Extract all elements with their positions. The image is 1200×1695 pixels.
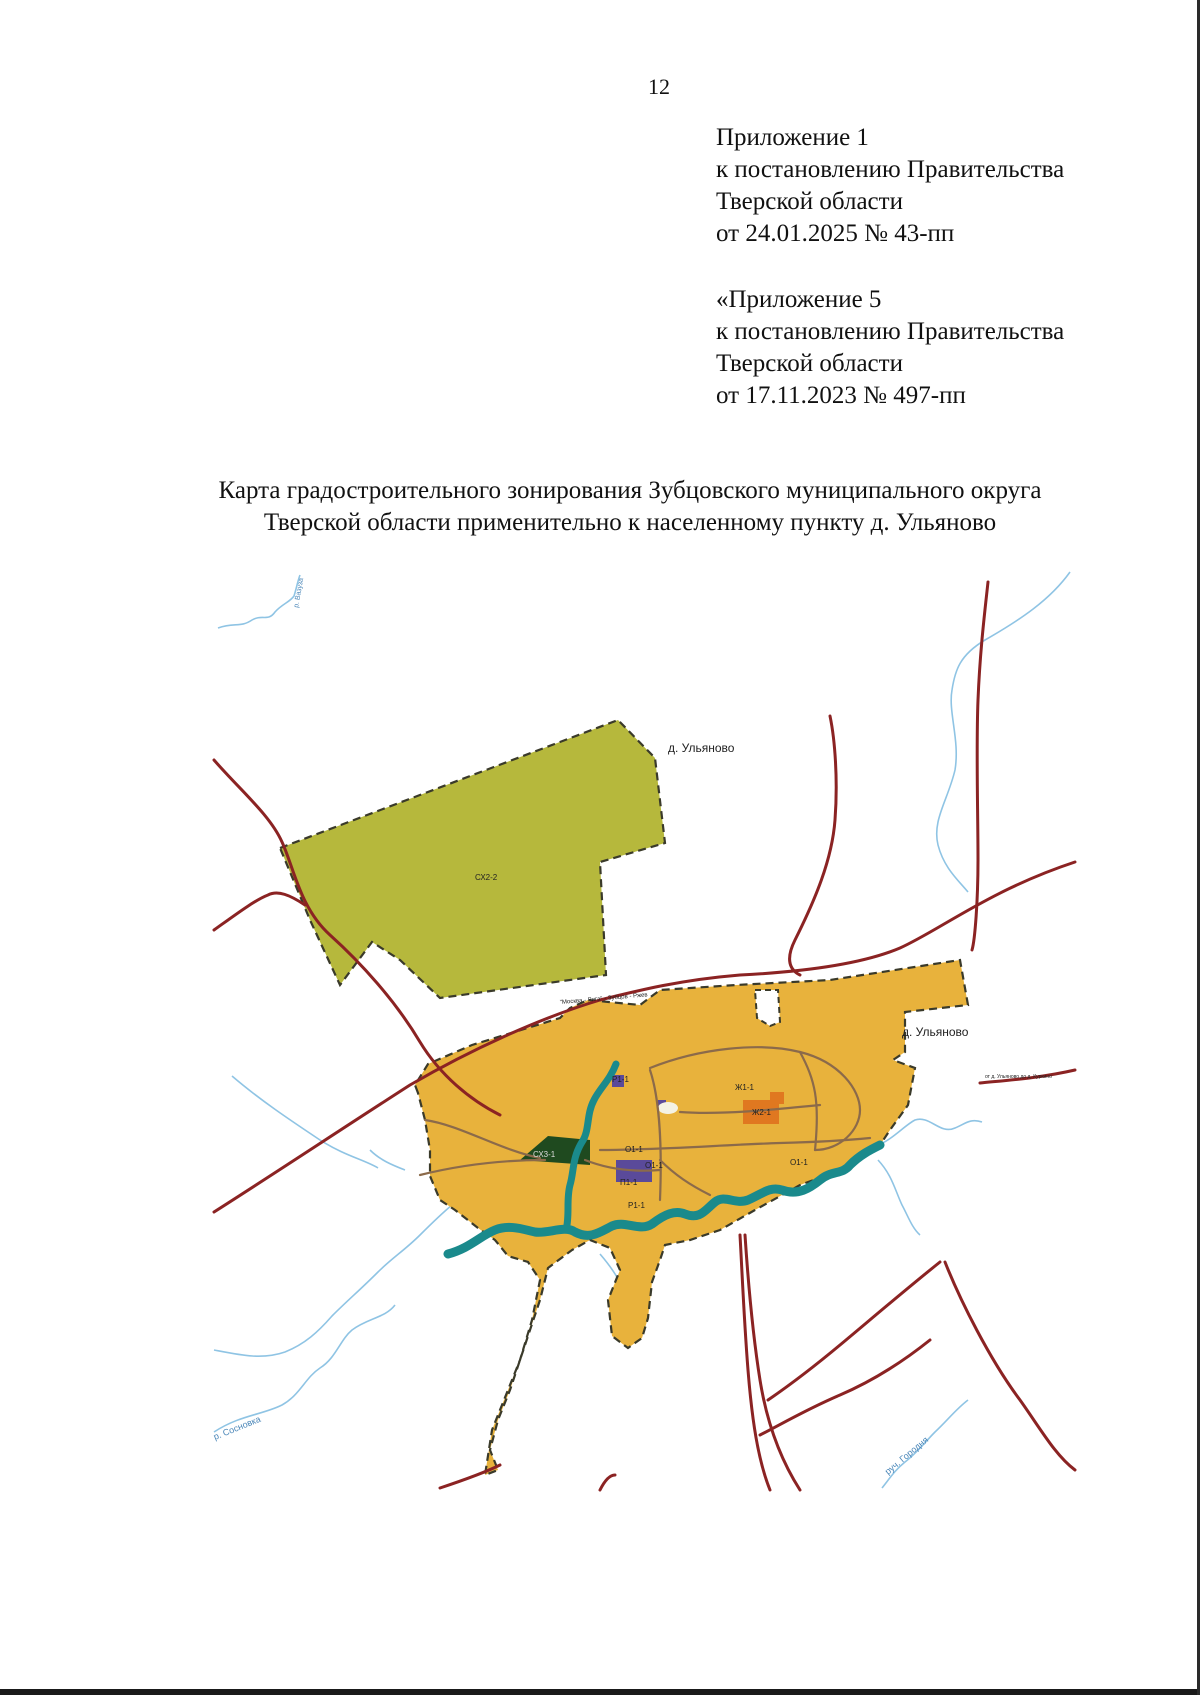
title-line-1: Карта градостроительного зонирования Зубцовского муниципального округа bbox=[218, 477, 1042, 504]
stream-top-left bbox=[218, 575, 300, 628]
road-south-2 bbox=[745, 1235, 800, 1490]
label-zone-j1: Ж1-1 bbox=[735, 1083, 754, 1092]
label-agri-zone: СХ2-2 bbox=[475, 873, 498, 882]
road-south-1 bbox=[740, 1235, 770, 1490]
stream-right-top bbox=[937, 572, 1070, 892]
road-bottom-left bbox=[440, 1465, 500, 1488]
label-zone-j2: Ж2-1 bbox=[752, 1108, 771, 1117]
road-south-east bbox=[945, 1262, 1075, 1470]
label-zone-sx: СХ3-1 bbox=[533, 1150, 556, 1159]
attachment-2-line-3: Тверской области bbox=[716, 350, 903, 377]
attachment-1-line-3: Тверской области bbox=[716, 188, 903, 215]
label-road-main: "Москва - Рига" - Зубцов - Ржев bbox=[559, 992, 648, 1006]
road-bottom-stub bbox=[600, 1475, 615, 1490]
stream-right-down bbox=[878, 1160, 920, 1235]
label-zone-p: П1-1 bbox=[620, 1178, 638, 1187]
label-zone-r-b: Р1-1 bbox=[628, 1201, 645, 1210]
label-settlement-top: д. Ульяново bbox=[668, 741, 735, 755]
attachment-2-line-4: от 17.11.2023 № 497-пп bbox=[716, 382, 966, 409]
orange-zone-j2-b bbox=[770, 1092, 784, 1104]
title-line-2: Тверской области применительно к населенному пункту д. Ульяново bbox=[263, 509, 997, 536]
label-zone-o1: О1-1 bbox=[625, 1145, 643, 1154]
attachment-block-2 bbox=[716, 284, 1064, 412]
road-north bbox=[972, 582, 988, 950]
label-zone-o1-c: О1-1 bbox=[790, 1158, 808, 1167]
page-number: 12 bbox=[648, 74, 670, 99]
attachment-block-1 bbox=[716, 122, 1064, 250]
attachment-1-line-2: к постановлению Правительства bbox=[716, 156, 1065, 183]
scan-edge-bottom bbox=[0, 1689, 1200, 1695]
label-river-top: р. Вазуза bbox=[293, 577, 306, 609]
label-zone-r: Р1-1 bbox=[612, 1075, 629, 1084]
agricultural-zone-sx2-2 bbox=[280, 720, 665, 998]
road-north-west-2 bbox=[214, 893, 305, 930]
document-title bbox=[150, 475, 1110, 539]
white-spot bbox=[658, 1102, 678, 1114]
label-river-gorodnya: руч. Городня bbox=[882, 1434, 931, 1477]
attachment-1-line-1: Приложение 1 bbox=[716, 124, 869, 151]
stream-lower-left bbox=[214, 1205, 452, 1356]
road-north-2 bbox=[790, 716, 837, 975]
label-road-right: от д. Ульяново до д. Куркино bbox=[985, 1074, 1052, 1080]
attachment-2-line-1: «Приложение 5 bbox=[716, 286, 882, 313]
label-zone-o1-b: О1-1 bbox=[645, 1161, 663, 1170]
road-south-east-2 bbox=[768, 1262, 940, 1400]
attachment-1-line-4: от 24.01.2025 № 43-пп bbox=[716, 220, 955, 247]
stream-sosnovka bbox=[214, 1305, 395, 1432]
zoning-map bbox=[212, 565, 1078, 1495]
attachment-2-line-2: к постановлению Правительства bbox=[716, 318, 1065, 345]
label-river-sosnovka: р. Сосновка bbox=[212, 1413, 263, 1442]
label-settlement-right: д. Ульяново bbox=[902, 1025, 969, 1039]
